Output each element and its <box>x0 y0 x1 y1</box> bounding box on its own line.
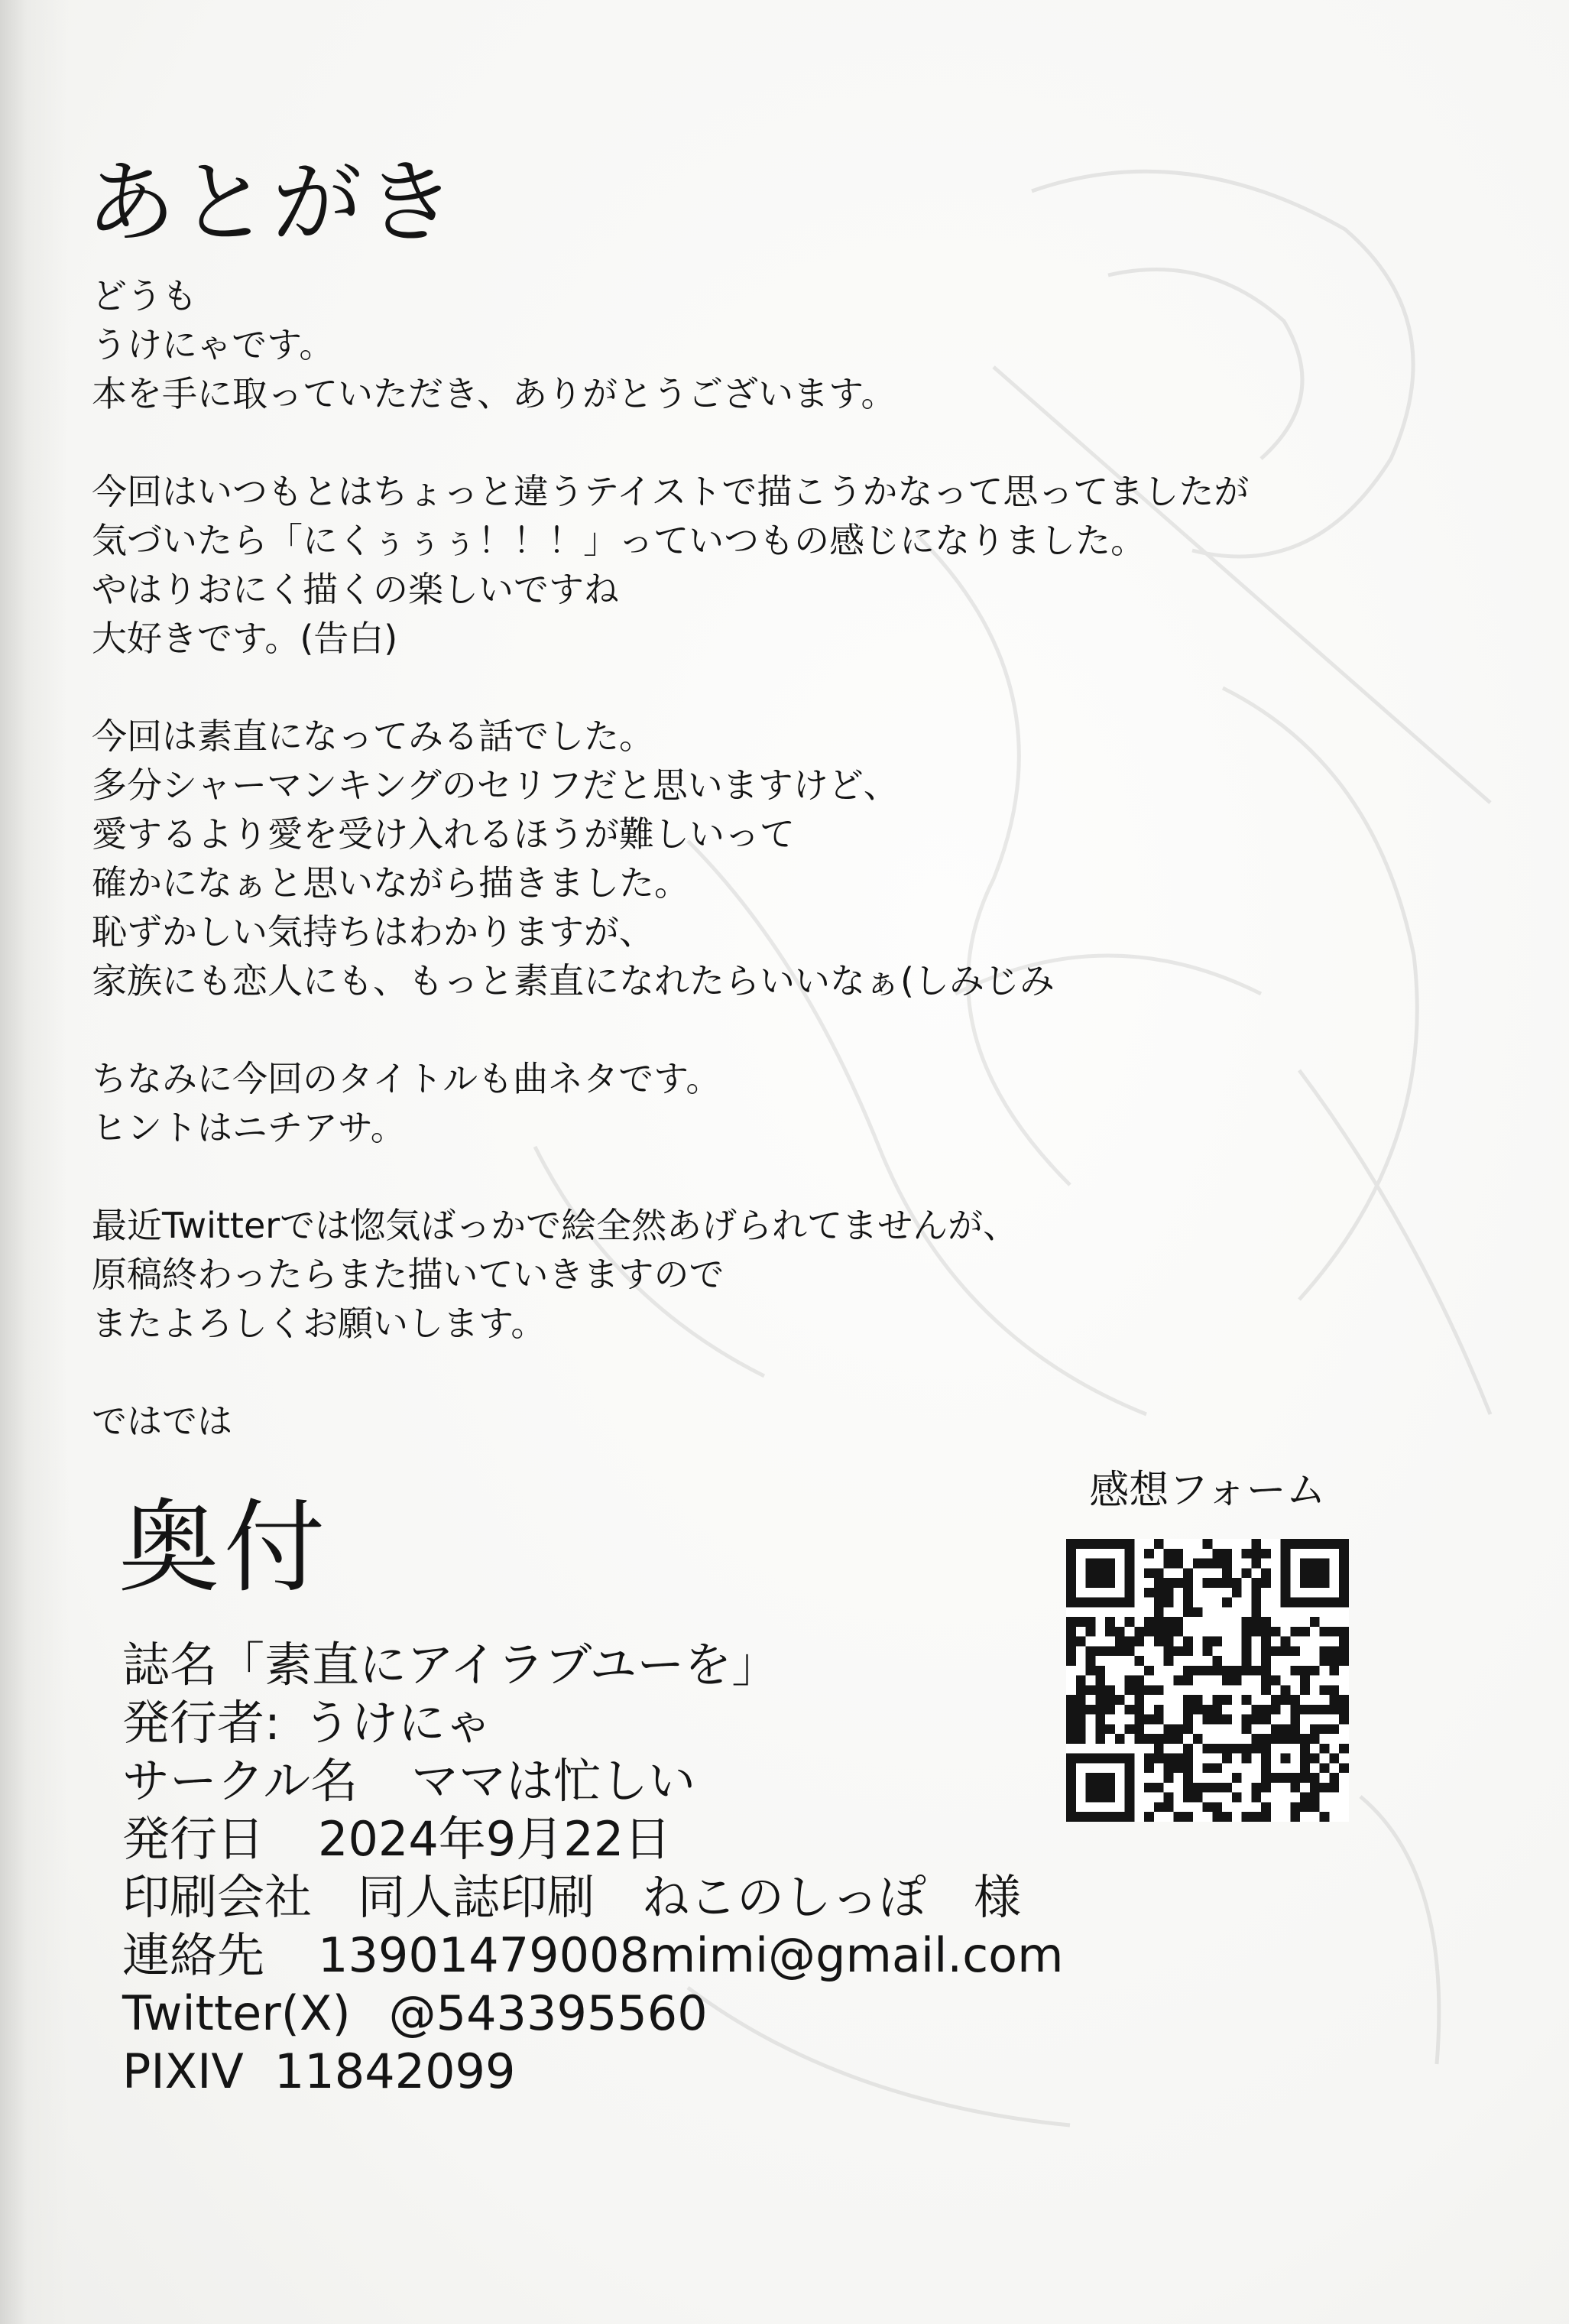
colophon-row-contact <box>122 1926 1064 1985</box>
colophon-value: ママは忙しい <box>411 1753 696 1809</box>
colophon-row-twitter <box>122 1985 1064 2043</box>
afterword-line: うけにゃです。 <box>92 324 335 365</box>
colophon-label: 発行日 <box>122 1811 265 1867</box>
afterword-line: 家族にも恋人にも、もっと素直になれたらいいなぁ(しみじみ <box>92 960 1055 1001</box>
colophon-row-title <box>122 1636 1064 1694</box>
afterword-line: やはりおにく描くの楽しいですね <box>92 569 619 610</box>
afterword-line: 恥ずかしい気持ちはわかりますが、 <box>92 911 654 953</box>
afterword-line: どうも <box>92 275 197 316</box>
colophon-label: サークル名 <box>122 1753 358 1809</box>
afterword-line: 気づいたら「にくぅぅぅ！！！」っていつもの感じになりました。 <box>92 520 1146 561</box>
qr-code-icon[interactable] <box>1066 1539 1349 1822</box>
afterword-title: あとがき <box>86 150 459 255</box>
colophon-value: うけにゃ <box>303 1695 492 1751</box>
afterword-line: 多分シャーマンキングのセリフだと思いますけど、 <box>92 764 899 806</box>
afterword-line: 本を手に取っていただき、ありがとうございます。 <box>92 373 896 414</box>
afterword-line: 原稿終わったらまた描いていきますので <box>92 1254 725 1295</box>
colophon-value: 11842099 <box>274 2043 516 2099</box>
colophon-label: PIXIV <box>122 2043 244 2099</box>
colophon-value: @543395560 <box>388 1985 708 2041</box>
afterword-line: 今回はいつもとはちょっと違うテイストで描こうかなって思ってましたが <box>92 471 1250 512</box>
colophon-row-pixiv <box>122 2043 1064 2101</box>
colophon-label: 誌名 <box>122 1637 218 1693</box>
colophon-value: 13901479008mimi@gmail.com <box>318 1927 1064 1983</box>
colophon-title: 奥付 <box>118 1489 329 1607</box>
colophon-row-circle <box>122 1752 1064 1810</box>
afterword-line: ちなみに今回のタイトルも曲ネタです。 <box>92 1058 721 1099</box>
colophon-list <box>122 1636 1064 2101</box>
afterword-body <box>92 271 1452 1446</box>
colophon-row-date <box>122 1810 1064 1868</box>
afterword-line: またよろしくお願いします。 <box>92 1303 546 1344</box>
colophon-label: 発行者: <box>122 1695 280 1751</box>
feedback-form-block <box>1058 1464 1357 1825</box>
colophon-label: 印刷会社 <box>122 1869 313 1925</box>
afterword-line: 愛するより愛を受け入れるほうが難しいって <box>92 813 795 855</box>
afterword-line: 確かになぁと思いながら描きました。 <box>92 862 689 904</box>
colophon-row-publisher <box>122 1694 1064 1752</box>
afterword-line: 大好きです。(告白) <box>92 618 398 659</box>
afterword-line: 今回は素直になってみる話でした。 <box>92 716 654 757</box>
colophon-label: 連絡先 <box>122 1927 265 1983</box>
afterword-line: ではでは <box>92 1401 232 1442</box>
feedback-form-label: 感想フォーム <box>1089 1468 1326 1514</box>
colophon-value: 同人誌印刷 ねこのしっぽ 様 <box>358 1869 1022 1925</box>
colophon-row-printer <box>122 1868 1064 1926</box>
afterword-line: 最近Twitterでは惚気ばっかで絵全然あげられてませんが、 <box>92 1205 1019 1246</box>
colophon-value: 「素直にアイラブユーを」 <box>217 1637 780 1693</box>
colophon-value: 2024年9月22日 <box>318 1811 672 1867</box>
afterword-line: ヒントはニチアサ。 <box>92 1107 406 1148</box>
colophon-label: Twitter(X) <box>122 1985 351 2041</box>
